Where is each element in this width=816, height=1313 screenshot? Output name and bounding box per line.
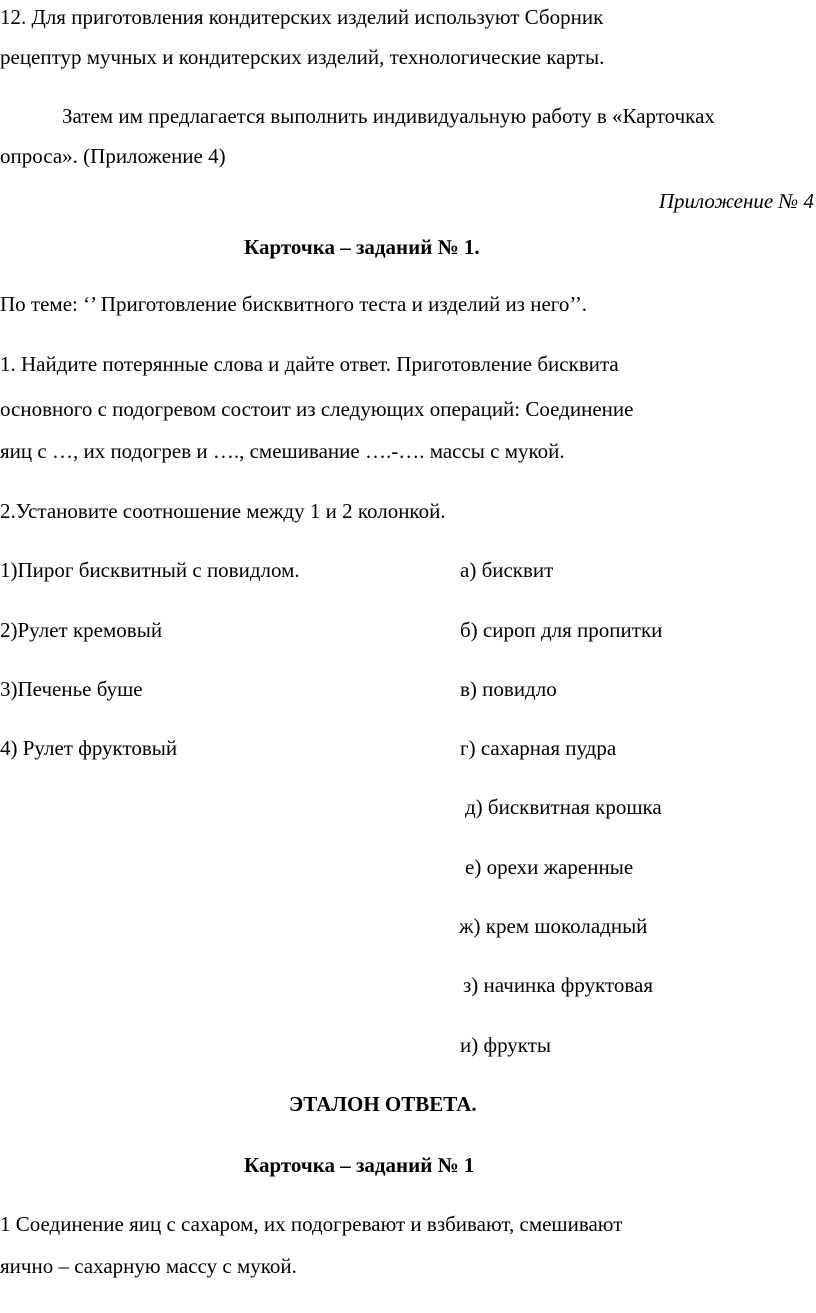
answer-line-1: 1 Соединение яиц с сахаром, их подогревают и взбивают, смешивают [0, 1212, 623, 1236]
task1-line-2: основного с подогревом состоит из следующих операций: Соединение [0, 397, 634, 421]
answer-card-title: Карточка – заданий № 1 [244, 1153, 475, 1177]
right-item-7: ж) крем шоколадный [459, 914, 648, 938]
appendix-label: Приложение № 4 [658, 189, 814, 213]
right-item-9: и) фрукты [460, 1033, 552, 1057]
left-item-4: 4) Рулет фруктовый [0, 736, 178, 760]
topic-line: По теме: ‘’ Приготовление бисквитного теста и изделий из него’’. [0, 292, 588, 316]
right-item-6: е) орехи жаренные [465, 855, 634, 879]
task1-line-3: яиц с …, их подогрев и …., смешивание ….-…. массы с мукой. [0, 439, 565, 463]
right-item-5: д) бисквитная крошка [465, 795, 662, 819]
right-item-4: г) сахарная пудра [460, 736, 617, 760]
right-item-8: з) начинка фруктовая [463, 973, 654, 997]
intro-line-1: 12. Для приготовления кондитерских изделий используют Сборник [0, 5, 604, 29]
left-item-1: 1)Пирог бисквитный с повидлом. [0, 558, 300, 582]
left-item-2: 2)Рулет кремовый [0, 618, 163, 642]
right-item-3: в) повидло [460, 677, 557, 701]
task1-line-1: 1. Найдите потерянные слова и дайте ответ. Приготовление бисквита [0, 352, 619, 376]
intro-line-3: Затем им предлагается выполнить индивидуальную работу в «Карточках [62, 104, 715, 128]
right-item-1: а) бисквит [460, 558, 554, 582]
intro-line-4: опроса». (Приложение 4) [0, 144, 226, 168]
task2-heading: 2.Установите соотношение между 1 и 2 колонкой. [0, 499, 446, 523]
right-item-2: б) сироп для пропитки [460, 618, 663, 642]
left-item-3: 3)Печенье буше [0, 677, 143, 701]
card-title: Карточка – заданий № 1. [244, 235, 480, 259]
intro-line-2: рецептур мучных и кондитерских изделий, технологические карты. [0, 45, 605, 69]
answer-line-2: яично – сахарную массу с мукой. [0, 1254, 297, 1278]
answer-heading: ЭТАЛОН ОТВЕТА. [289, 1092, 477, 1116]
